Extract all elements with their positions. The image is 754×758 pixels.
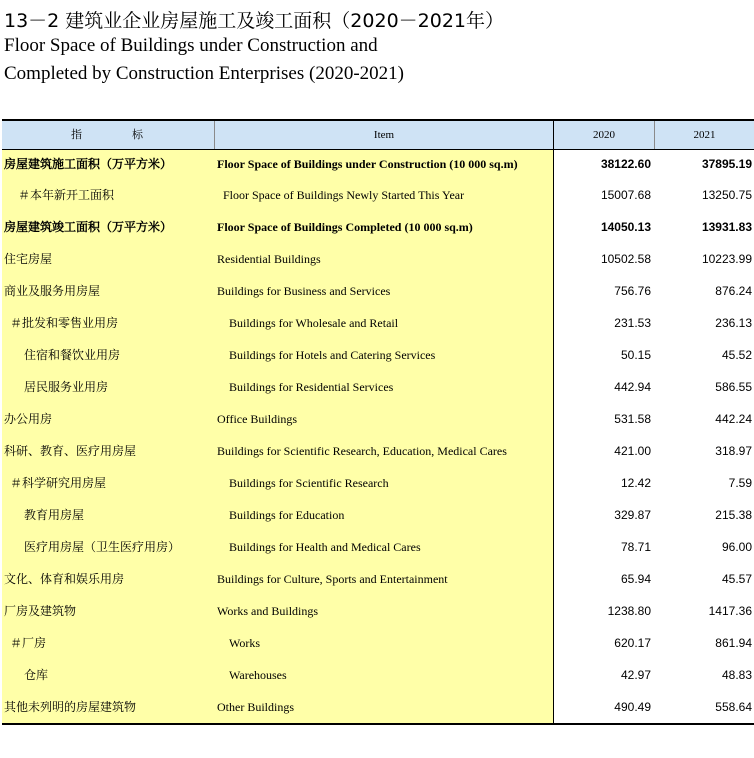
row-label-en: Floor Space of Buildings under Construction (10 000 sq.m)	[217, 157, 518, 171]
value-2020: 14050.13	[600, 220, 651, 234]
row-label-cn: ＃厂房	[10, 636, 47, 650]
value-2020: 231.53	[614, 316, 651, 330]
row-label-en: Warehouses	[229, 668, 287, 682]
value-2021: 558.64	[715, 700, 752, 714]
table-row	[2, 563, 754, 595]
value-2021: 861.94	[715, 636, 752, 650]
header-year-2021: 2021	[693, 129, 716, 141]
table-row	[2, 275, 754, 307]
value-2020: 50.15	[620, 348, 651, 362]
row-label-cn: 文化、体育和娱乐用房	[4, 572, 125, 586]
value-2020: 442.94	[614, 380, 651, 394]
table-title-chinese: 13－2 建筑业企业房屋施工及竣工面积（2020－2021年）	[4, 10, 505, 32]
row-label-en: Buildings for Residential Services	[229, 380, 394, 394]
row-label-cn: 房屋建筑竣工面积（万平方米）	[4, 220, 173, 234]
table-row	[2, 499, 754, 531]
value-2021: 48.83	[721, 668, 752, 682]
row-label-en: Works and Buildings	[217, 604, 319, 618]
row-label-cn: ＃科学研究用房屋	[10, 476, 107, 490]
row-label-en: Buildings for Education	[229, 508, 345, 522]
value-2021: 13931.83	[701, 220, 752, 234]
value-2021: 236.13	[715, 316, 752, 330]
value-2021: 318.97	[715, 444, 752, 458]
value-2020: 329.87	[614, 508, 651, 522]
table-row	[2, 371, 754, 403]
row-label-en: Buildings for Culture, Sports and Entertainment	[217, 572, 448, 586]
header-indicator-char-2: 标	[132, 128, 145, 141]
row-label-cn: 厂房及建筑物	[4, 604, 77, 618]
value-2020: 15007.68	[600, 188, 651, 202]
header-item: Item	[215, 121, 554, 149]
row-label-cn: 其他未列明的房屋建筑物	[4, 700, 137, 714]
value-2020: 620.17	[614, 636, 651, 650]
value-2021: 96.00	[721, 540, 752, 554]
value-2020: 38122.60	[600, 157, 651, 171]
data-table	[2, 121, 754, 723]
value-2020: 42.97	[620, 668, 651, 682]
table-row	[2, 150, 754, 179]
row-label-cn: 办公用房	[4, 412, 53, 426]
row-label-en: Buildings for Wholesale and Retail	[229, 316, 399, 330]
row-label-cn: 商业及服务用房屋	[4, 284, 101, 298]
value-2021: 586.55	[715, 380, 752, 394]
row-label-cn: 教育用房屋	[24, 508, 85, 522]
row-label-en: Other Buildings	[217, 700, 294, 714]
table-row	[2, 339, 754, 371]
value-2020: 756.76	[614, 284, 651, 298]
value-2021: 1417.36	[708, 604, 752, 618]
table-row	[2, 531, 754, 563]
row-label-en: Buildings for Business and Services	[217, 284, 391, 298]
value-2020: 490.49	[614, 700, 651, 714]
value-2021: 45.57	[721, 572, 752, 586]
value-2021: 37895.19	[701, 157, 752, 171]
table-row	[2, 243, 754, 275]
table-title-english-line2: Completed by Construction Enterprises (2020-2021)	[4, 63, 404, 84]
table-header	[2, 121, 754, 150]
table-row	[2, 595, 754, 627]
row-label-en: Buildings for Hotels and Catering Services	[229, 348, 436, 362]
table-row	[2, 435, 754, 467]
table-bottom-rule	[2, 723, 754, 725]
table-row	[2, 211, 754, 243]
row-label-en: Residential Buildings	[217, 252, 321, 266]
value-2021: 215.38	[715, 508, 752, 522]
value-2021: 10223.99	[701, 252, 752, 266]
value-2021: 45.52	[721, 348, 752, 362]
table-row	[2, 627, 754, 659]
table-row	[2, 467, 754, 499]
row-label-en: Floor Space of Buildings Completed (10 000 sq.m)	[217, 220, 473, 234]
value-2021: 13250.75	[701, 188, 752, 202]
row-label-en: Buildings for Health and Medical Cares	[229, 540, 421, 554]
row-label-cn: 医疗用房屋（卫生医疗用房）	[24, 540, 181, 554]
value-2021: 876.24	[715, 284, 752, 298]
value-2020: 531.58	[614, 412, 651, 426]
row-label-cn: 仓库	[24, 668, 49, 682]
row-label-cn: 科研、教育、医疗用房屋	[4, 444, 137, 458]
table-title-english-line1: Floor Space of Buildings under Construction and	[4, 35, 378, 56]
row-label-en: Buildings for Scientific Research	[229, 476, 389, 490]
value-2021: 442.24	[715, 412, 752, 426]
value-2020: 421.00	[614, 444, 651, 458]
table-row	[2, 307, 754, 339]
value-2020: 10502.58	[600, 252, 651, 266]
value-2020: 78.71	[620, 540, 651, 554]
row-label-en: Works	[229, 636, 261, 650]
row-label-cn: 住宿和餐饮业用房	[24, 348, 121, 362]
value-2020: 12.42	[620, 476, 651, 490]
value-2020: 1238.80	[607, 604, 651, 618]
row-label-en: Buildings for Scientific Research, Education, Medical Cares	[217, 444, 507, 458]
row-label-cn: ＃本年新开工面积	[18, 188, 115, 202]
row-label-en: Office Buildings	[217, 412, 298, 426]
value-2020: 65.94	[620, 572, 651, 586]
table-row	[2, 179, 754, 211]
header-year-2020: 2020	[554, 121, 655, 149]
table-body	[2, 150, 754, 723]
table-row	[2, 403, 754, 435]
header-indicator	[2, 121, 215, 149]
row-label-cn: 房屋建筑施工面积（万平方米）	[4, 157, 173, 171]
row-label-en: Floor Space of Buildings Newly Started This Year	[223, 188, 465, 202]
value-2021: 7.59	[728, 476, 752, 490]
row-label-cn: ＃批发和零售业用房	[10, 316, 119, 330]
row-label-cn: 住宅房屋	[4, 252, 53, 266]
table-row	[2, 659, 754, 691]
row-label-cn: 居民服务业用房	[24, 380, 109, 394]
header-indicator-char-1: 指	[71, 128, 84, 141]
table-row	[2, 691, 754, 723]
